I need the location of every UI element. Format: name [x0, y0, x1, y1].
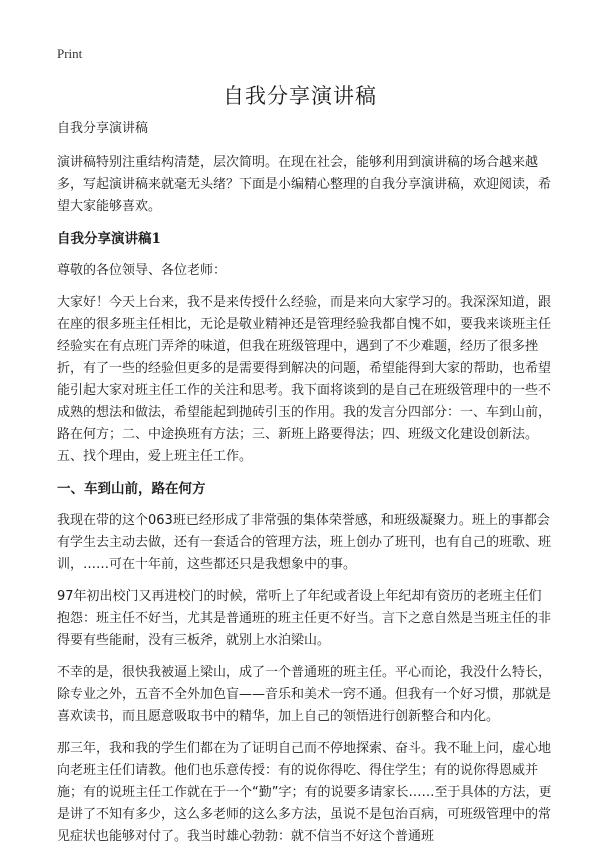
greeting-paragraph: 尊敬的各位领导、各位老师：: [57, 263, 227, 278]
document-body: [57, 118, 553, 858]
document-subtitle: 自我分享演讲稿: [57, 121, 149, 136]
subsection-heading: 一、车到山前，路在何方: [57, 481, 206, 497]
body-paragraph-2: 我现在带的这个063班已经形成了非常强的集体荣誉感，和班级凝聚力。班上的事都会有学生去主动去做，还有一套适合的管理方法，班上创办了班刊，也有自己的班歌、班训，……可在十年前，这些都还只是我想象中的事。: [57, 513, 552, 572]
body-paragraph-4: 不幸的是，很快我被逼上梁山，成了一个普通班的班主任。平心而论，我没什么特长，除专业之外，五音不全外加色盲——音乐和美术一窍不通。但我有一个好习惯，那就是喜欢读书，而且愿意吸取书中的精华，加上自己的领悟进行创新整合和内化。: [57, 665, 552, 724]
section-heading: 自我分享演讲稿1: [57, 231, 161, 247]
body-paragraph-3: 97年初出校门又再进校门的时候，常听上了年纪或者设上年纪却有资历的老班主任们抱怨：班主任不好当，尤其是普通班的班主任更不好当。言下之意自然是当班主任的非得要有些能耐，没有三板斧，就别上水泊梁山。: [57, 589, 552, 648]
body-paragraph-5: 那三年，我和我的学生们都在为了证明自己而不停地探索、奋斗。我不耻上问，虚心地向老班主任们请教。他们也乐意传授：有的说你得吃、得住学生；有的说你得恩威并施；有的说班主任工作就在于一个“勤”字；有的说要多请家长……至于具体的方法，更是讲了不知有多少，这么多老师的这么多方法，虽说不是包治百病，可班级管理中的常见症状也能够对付了。我当时雄心勃勃：就不信当不好这个普通班: [57, 741, 552, 844]
body-paragraph-1: 大家好！今天上台来，我不是来传授什么经验，而是来向大家学习的。我深深知道，跟在座的很多班主任相比，无论是敬业精神还是管理经验我都自愧不如，要我来谈班主任经验实在有点班门弄斧的味道，但我在班级管理中，遇到了不少难题，经历了很多挫折，有了一些的经验但更多的是需要得到解决的问题，希望能得到大家的帮助，也希望能引起大家对班主任工作的关注和思考。我下面将谈到的是自己在班级管理中的一些不成熟的想法和做法，希望能起到抛砖引玉的作用。我的发言分四部分：一、车到山前，路在何方；二、中途换班有方法；三、新班上路要得法；四、班级文化建设创新法。五、找个理由，爱上班主任工作。: [57, 295, 552, 464]
print-link[interactable]: Print: [57, 46, 83, 61]
intro-paragraph: 演讲稿特别注重结构清楚，层次简明。在现在社会，能够利用到演讲稿的场合越来越多，写起演讲稿来就毫无头绪？下面是小编精心整理的自我分享演讲稿，欢迎阅读，希望大家能够喜欢。: [57, 155, 552, 214]
page-title: 自我分享演讲稿: [223, 84, 377, 108]
